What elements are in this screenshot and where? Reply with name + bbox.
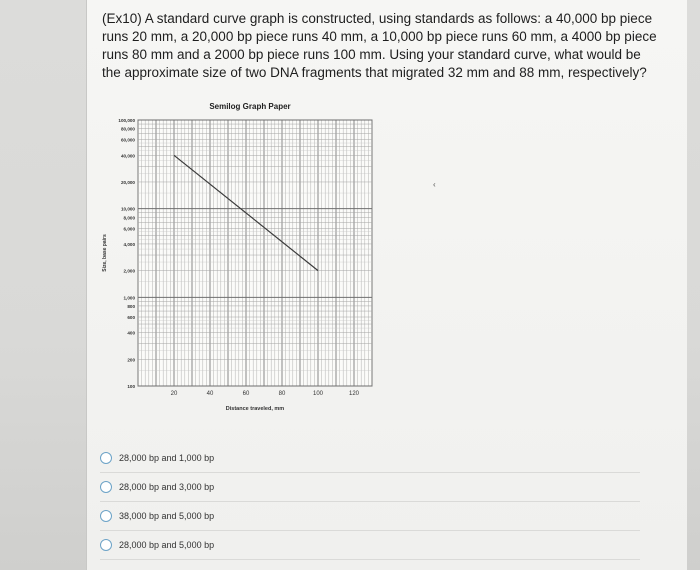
answer-option[interactable] [100,473,640,502]
y-axis-label: Size, base pairs [102,234,108,272]
y-tick-label: 2,000 [123,268,135,274]
radio-button[interactable] [100,452,112,464]
x-tick-label: 120 [348,391,360,397]
x-axis-label: Distance traveled, mm [225,406,285,412]
x-tick-label: 20 [170,391,178,397]
y-tick-label: 1,000 [123,295,135,301]
y-tick-label: 200 [127,357,135,363]
answer-option[interactable] [100,531,640,560]
answer-label: 28,000 bp and 1,000 bp [119,453,215,463]
plot-frame [138,120,372,386]
radio-button[interactable] [100,510,112,522]
x-tick-label: 80 [278,391,286,397]
y-tick-label: 600 [127,315,135,321]
semilog-chart [100,100,400,430]
answer-choices [100,444,640,560]
cursor-mark: ‹ [433,180,436,189]
answer-label: 28,000 bp and 3,000 bp [119,482,215,492]
y-tick-label: 60,000 [120,137,135,143]
x-tick-label: 100 [312,391,324,397]
answer-option[interactable] [100,502,640,531]
y-tick-label: 400 [127,330,135,336]
x-tick-label: 60 [242,391,250,397]
y-tick-label: 20,000 [120,179,135,185]
answer-label: 28,000 bp and 5,000 bp [119,540,215,550]
radio-button[interactable] [100,539,112,551]
x-tick-label: 40 [206,391,214,397]
y-tick-label: 100,000 [118,118,135,123]
answer-option[interactable] [100,444,640,473]
y-tick-label: 40,000 [120,153,135,159]
chart-title: Semilog Graph Paper [209,102,291,111]
question-text: (Ex10) A standard curve graph is constructed, using standards as follows: a 40,000 bp piece runs 20 mm, a 20,000 bp piece runs 40 mm, a 10,000 bp piece runs 60 mm, a 4000 bp piece runs 80 mm and a 2000 bp piece runs 100 mm. Using your standard curve, what would be the approximate size of two DNA fragments that migrated 32 mm and 88 mm, respectively? [102,11,657,80]
answer-label: 38,000 bp and 5,000 bp [119,511,215,521]
y-tick-label: 100 [127,384,135,389]
y-tick-label: 10,000 [120,206,135,212]
y-tick-label: 8,000 [123,215,135,221]
y-tick-label: 6,000 [123,226,135,232]
y-tick-label: 4,000 [123,241,135,247]
radio-button[interactable] [100,481,112,493]
y-tick-label: 80,000 [120,126,135,132]
y-tick-label: 800 [127,303,135,309]
